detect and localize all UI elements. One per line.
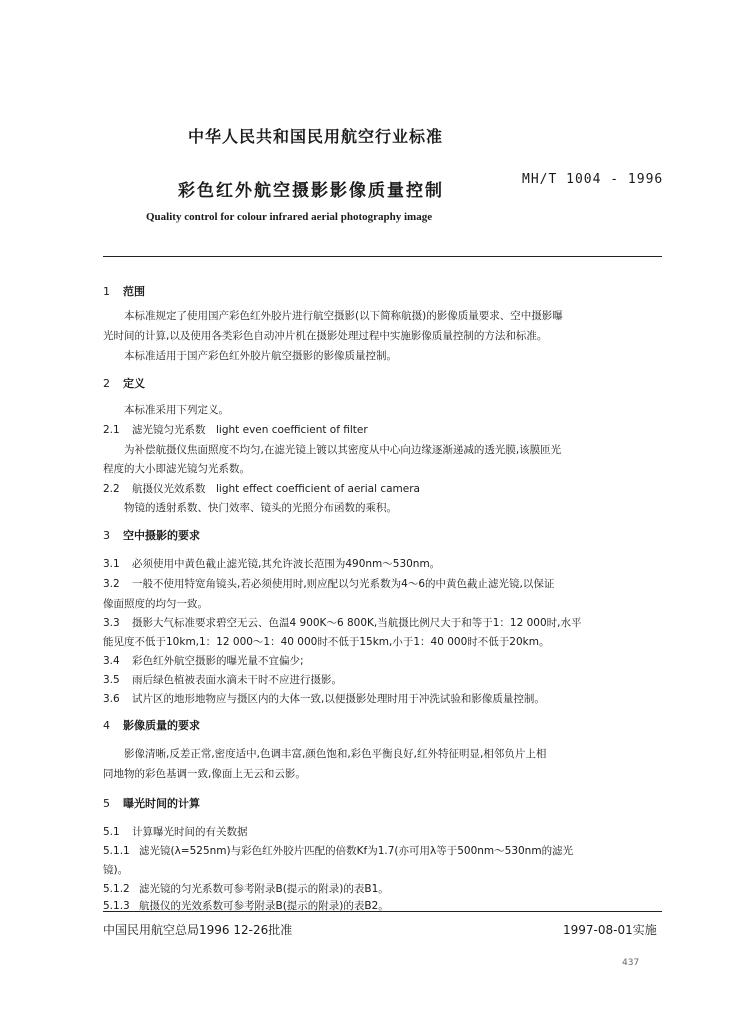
list-item [103,556,440,571]
issuing-authority: 中国民用航空总局1996 12-26批准 [103,923,293,937]
section-number: 3 [103,529,110,542]
document-title: 彩色红外航空摄影影像质量控制 [178,181,444,201]
term-text: 滤光镜匀光系数 light even coefficient of filter [132,424,368,436]
list-item [103,615,581,630]
standard-org-title: 中华人民共和国民用航空行业标准 [188,127,444,146]
page-number: 437 [622,958,640,968]
section-number: 1 [103,285,110,298]
list-item [103,576,554,591]
item-number: 3.2 [103,578,120,590]
paragraph-line: 物镜的透射系数、快门效率、镜头的光照分布函数的乘积。 [124,502,397,514]
section-2-heading [103,375,145,391]
section-number: 2 [103,377,110,390]
section-4-heading [103,717,200,733]
item-number: 3.3 [103,617,120,629]
standard-code: MH/T 1004 - 1996 [522,172,664,187]
term-text: 航摄仪光效系数 light effect coefficient of aerial camera [132,483,420,495]
subsection-heading [103,824,248,839]
item-text: 试片区的地形地物应与摄区内的大体一致,以便摄影处理时用于冲洗试验和影像质量控制。 [132,693,545,705]
section-title: 定义 [123,377,145,390]
section-number: 5 [103,797,110,810]
item-text: 滤光镜(λ=525nm)与彩色红外胶片匹配的倍数Kf为1.7(亦可用λ等于500nm～530nm的滤光 [139,845,574,857]
paragraph-line: 程度的大小即滤光镜匀光系数。 [103,463,250,475]
paragraph-line: 为补偿航摄仪焦面照度不均匀,在滤光镜上镀以其密度从中心向边缘逐渐递减的透光膜,该膜匝光 [124,444,562,456]
definition-term [103,422,368,437]
list-item [103,881,389,896]
paragraph-line: 光时间的计算,以及使用各类彩色自动冲片机在摄影处理过程中实施影像质量控制的方法和标准。 [103,330,548,342]
section-number: 4 [103,719,110,732]
item-number: 3.6 [103,693,120,705]
item-text: 雨后绿色植被表面水滴未干时不应进行摄影。 [132,674,342,686]
item-number: 2.1 [103,424,120,436]
definition-term [103,481,420,496]
list-item [103,843,573,858]
item-text: 一般不使用特宽角镜头,若必须使用时,则应配以匀光系数为4～6的中黄色截止滤光镜,以保证 [132,578,555,590]
item-text: 摄影大气标准要求碧空无云、色温4 900K～6 800K,当航摄比例尺大于和等于1：12 000时,水平 [132,617,582,629]
paragraph-line: 本标准采用下列定义。 [124,404,229,416]
section-title: 曝光时间的计算 [123,797,200,810]
paragraph-line: 能见度不低于10km,1：12 000～1：40 000时不低于15km,小于1：40 000时不低于20km。 [103,636,550,648]
item-text: 必须使用中黄色截止滤光镜,其允许波长范围为490nm～530nm。 [132,558,441,570]
item-number: 2.2 [103,483,120,495]
header-divider [103,256,662,257]
section-title: 空中摄影的要求 [123,529,200,542]
paragraph-line: 同地物的彩色基调一致,像面上无云和云影。 [103,768,306,780]
item-number: 3.5 [103,674,120,686]
section-1-heading [103,283,145,299]
paragraph-line: 影像清晰,反差正常,密度适中,色调丰富,颜色饱和,彩色平衡良好,红外特征明显,相邻负片上相 [124,748,547,760]
item-number: 5.1.2 [103,883,130,895]
item-number: 3.4 [103,655,120,667]
item-number: 5.1.1 [103,845,130,857]
paragraph-line: 本标准规定了使用国产彩色红外胶片进行航空摄影(以下简称航摄)的影像质量要求、空中摄影曝 [124,310,563,322]
list-item [103,672,342,687]
paragraph-line: 镜)。 [103,864,129,876]
item-number: 5.1.3 [103,900,130,912]
section-title: 范围 [123,285,145,298]
item-text: 滤光镜的匀光系数可参考附录B(提示的附录)的表B1。 [139,883,389,895]
item-text: 航摄仪的光效系数可参考附录B(提示的附录)的表B2。 [139,900,389,912]
effective-date: 1997-08-01实施 [563,923,657,937]
list-item [103,653,304,668]
section-title: 影像质量的要求 [123,719,200,732]
footer-divider [103,911,662,912]
paragraph-line: 像面照度的均匀一致。 [103,598,208,610]
section-3-heading [103,527,200,543]
item-text: 彩色红外航空摄影的曝光量不宜偏少; [132,655,304,667]
paragraph-line: 本标准适用于国产彩色红外胶片航空摄影的影像质量控制。 [124,350,397,362]
item-number: 3.1 [103,558,120,570]
section-5-heading [103,795,200,811]
list-item [103,691,545,706]
document-subtitle-english: Quality control for colour infrared aerial photography image [146,211,433,223]
item-text: 计算曝光时间的有关数据 [132,826,248,838]
item-number: 5.1 [103,826,120,838]
